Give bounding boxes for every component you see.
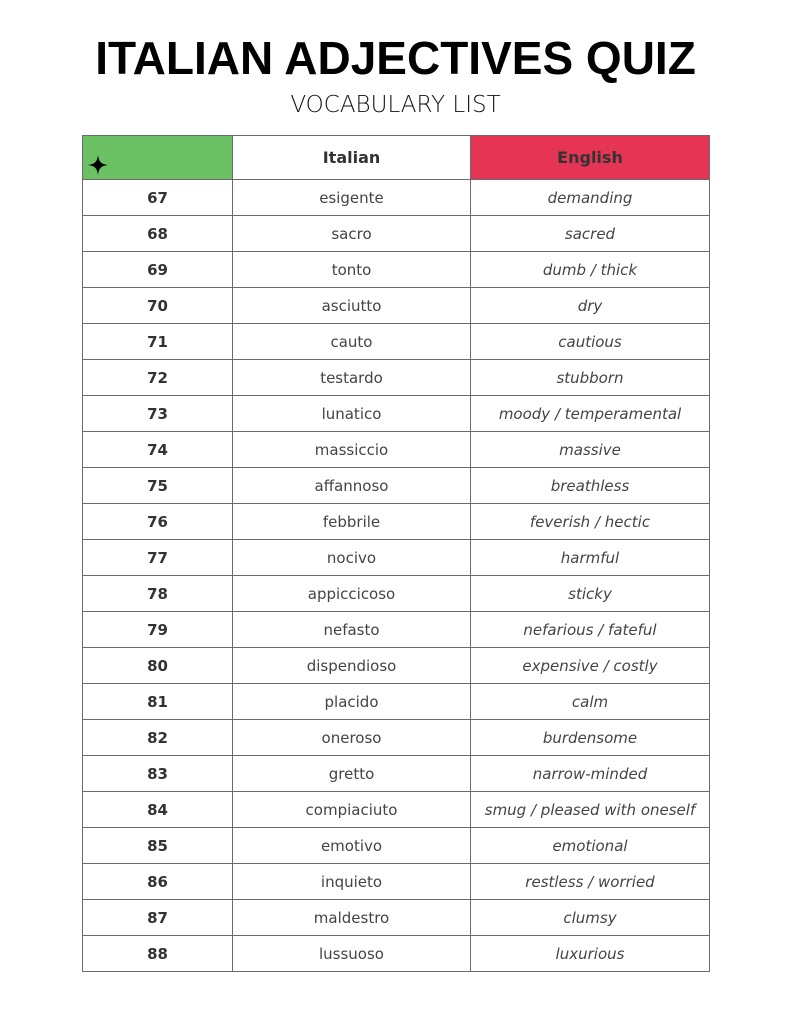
english-translation: stubborn	[471, 360, 710, 396]
italian-word: nefasto	[233, 612, 471, 648]
table-row	[83, 864, 710, 900]
row-number: 80	[83, 648, 233, 684]
english-translation: demanding	[471, 180, 710, 216]
page-title: ITALIAN ADJECTIVES QUIZ	[95, 32, 696, 84]
table-row	[83, 540, 710, 576]
row-number: 87	[83, 900, 233, 936]
table-row	[83, 504, 710, 540]
row-number: 77	[83, 540, 233, 576]
row-number: 81	[83, 684, 233, 720]
italian-word: massiccio	[233, 432, 471, 468]
italian-word: sacro	[233, 216, 471, 252]
english-translation: harmful	[471, 540, 710, 576]
english-translation: moody / temperamental	[471, 396, 710, 432]
italian-word: affannoso	[233, 468, 471, 504]
italian-word: nocivo	[233, 540, 471, 576]
english-translation: smug / pleased with oneself	[471, 792, 710, 828]
table-row	[83, 180, 710, 216]
table-row	[83, 756, 710, 792]
english-translation: expensive / costly	[471, 648, 710, 684]
italian-word: emotivo	[233, 828, 471, 864]
row-number: 78	[83, 576, 233, 612]
table-row	[83, 252, 710, 288]
row-number: 85	[83, 828, 233, 864]
italian-word: lussuoso	[233, 936, 471, 972]
table-row	[83, 720, 710, 756]
table-row	[83, 360, 710, 396]
row-number: 69	[83, 252, 233, 288]
row-number: 72	[83, 360, 233, 396]
english-translation: cautious	[471, 324, 710, 360]
row-number: 68	[83, 216, 233, 252]
table-row	[83, 900, 710, 936]
italian-word: oneroso	[233, 720, 471, 756]
italian-word: compiaciuto	[233, 792, 471, 828]
table-row	[83, 936, 710, 972]
table-row	[83, 396, 710, 432]
row-number: 73	[83, 396, 233, 432]
table-row	[83, 576, 710, 612]
sparkle-icon	[88, 155, 108, 175]
italian-word: maldestro	[233, 900, 471, 936]
row-number: 88	[83, 936, 233, 972]
italian-word: febbrile	[233, 504, 471, 540]
row-number: 83	[83, 756, 233, 792]
italian-word: tonto	[233, 252, 471, 288]
vocabulary-table	[82, 135, 710, 972]
english-translation: dumb / thick	[471, 252, 710, 288]
italian-word: inquieto	[233, 864, 471, 900]
english-translation: emotional	[471, 828, 710, 864]
english-translation: luxurious	[471, 936, 710, 972]
english-translation: sacred	[471, 216, 710, 252]
table-row	[83, 432, 710, 468]
table-row	[83, 612, 710, 648]
header-english-column: English	[471, 136, 710, 180]
row-number: 71	[83, 324, 233, 360]
italian-word: cauto	[233, 324, 471, 360]
table-row	[83, 648, 710, 684]
english-translation: sticky	[471, 576, 710, 612]
table-row	[83, 828, 710, 864]
english-translation: restless / worried	[471, 864, 710, 900]
row-number: 67	[83, 180, 233, 216]
english-translation: narrow-minded	[471, 756, 710, 792]
table-row	[83, 468, 710, 504]
italian-word: lunatico	[233, 396, 471, 432]
header-number-column	[83, 136, 233, 180]
italian-word: esigente	[233, 180, 471, 216]
english-translation: nefarious / fateful	[471, 612, 710, 648]
english-translation: dry	[471, 288, 710, 324]
italian-word: placido	[233, 684, 471, 720]
italian-word: appiccicoso	[233, 576, 471, 612]
italian-word: asciutto	[233, 288, 471, 324]
row-number: 82	[83, 720, 233, 756]
italian-word: testardo	[233, 360, 471, 396]
table-row	[83, 288, 710, 324]
table-row	[83, 324, 710, 360]
table-row	[83, 792, 710, 828]
row-number: 86	[83, 864, 233, 900]
table-row	[83, 216, 710, 252]
row-number: 84	[83, 792, 233, 828]
english-translation: massive	[471, 432, 710, 468]
english-translation: calm	[471, 684, 710, 720]
header-italian-column: Italian	[233, 136, 471, 180]
row-number: 76	[83, 504, 233, 540]
row-number: 74	[83, 432, 233, 468]
page-subtitle: VOCABULARY LIST	[290, 92, 501, 118]
table-row	[83, 684, 710, 720]
english-translation: clumsy	[471, 900, 710, 936]
english-translation: breathless	[471, 468, 710, 504]
row-number: 79	[83, 612, 233, 648]
italian-word: dispendioso	[233, 648, 471, 684]
table-header-row	[83, 136, 710, 180]
row-number: 70	[83, 288, 233, 324]
row-number: 75	[83, 468, 233, 504]
english-translation: burdensome	[471, 720, 710, 756]
italian-word: gretto	[233, 756, 471, 792]
english-translation: feverish / hectic	[471, 504, 710, 540]
